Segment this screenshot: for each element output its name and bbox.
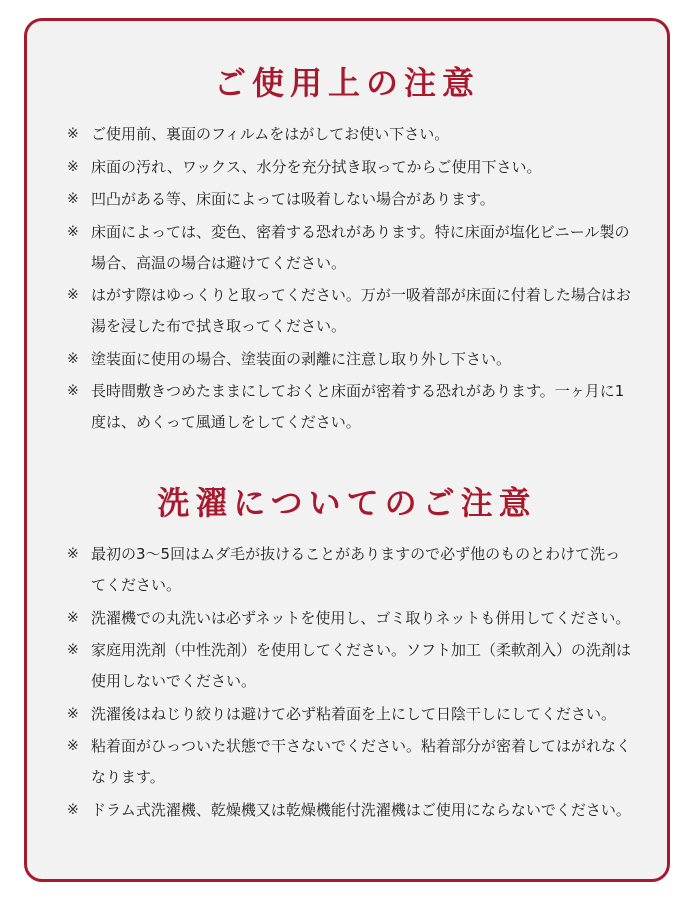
note-mark: ※ [67, 191, 79, 207]
washing-note-item [67, 539, 633, 601]
usage-note-item [67, 376, 633, 438]
usage-note-item [67, 152, 633, 183]
usage-note-item [67, 344, 633, 375]
washing-caution-list [27, 539, 667, 826]
usage-note-item [67, 280, 633, 342]
note-text: 洗濯後はねじり絞りは避けて必ず粘着面を上にして日陰干しにしてください。 [91, 704, 617, 723]
washing-note-item [67, 731, 633, 793]
note-mark: ※ [67, 705, 79, 722]
note-mark: ※ [67, 383, 79, 399]
usage-caution-heading: ご使用上の注意 [213, 64, 480, 102]
note-mark: ※ [67, 350, 79, 367]
note-text: ドラム式洗濯機、乾燥機又は乾燥機能付洗濯機はご使用にならないでください。 [91, 800, 631, 819]
note-mark: ※ [67, 223, 79, 240]
note-text: 床面によっては、変色、密着する恐れがあります。特に床面が塩化ビニール製の場合、高温の場合は避けてください。 [91, 222, 630, 272]
note-mark: ※ [67, 158, 79, 175]
washing-caution-heading: 洗濯についてのご注意 [157, 484, 537, 522]
washing-caution-section [27, 483, 667, 827]
note-mark: ※ [67, 642, 79, 658]
note-text: 粘着面がひっついた状態で干さないでください。粘着部分が密着してはがれなくなります。 [91, 737, 632, 786]
note-mark: ※ [67, 287, 79, 303]
usage-caution-list [27, 119, 667, 438]
usage-caution-section [27, 63, 667, 440]
note-text: 家庭用洗剤（中性洗剤）を使用してください。ソフト加工（柔軟剤入）の洗剤は使用しないでください。 [91, 641, 632, 690]
washing-note-item [67, 635, 633, 697]
note-text: 床面の汚れ、ワックス、水分を充分拭き取ってからご使用下さい。 [91, 157, 542, 176]
washing-note-item [67, 795, 633, 826]
note-text: 塗装面に使用の場合、塗装面の剥離に注意し取り外し下さい。 [91, 349, 512, 368]
note-mark: ※ [67, 546, 79, 562]
washing-note-item [67, 603, 633, 634]
caution-card [24, 18, 670, 882]
note-mark: ※ [67, 126, 79, 142]
note-text: 凹凸がある等、床面によっては吸着しない場合があります。 [91, 190, 495, 208]
note-mark: ※ [67, 738, 79, 754]
note-mark: ※ [67, 801, 79, 818]
note-text: 長時間敷きつめたままにしておくと床面が密着する恐れがあります。一ヶ月に1度は、めくって風通しをしてください。 [91, 382, 625, 431]
note-text: 洗濯機での丸洗いは必ずネットを使用し、ゴミ取りネットも併用してください。 [91, 608, 631, 627]
usage-note-item [67, 217, 633, 279]
usage-note-item [67, 119, 633, 150]
usage-note-item [67, 184, 633, 215]
note-text: 最初の3〜5回はムダ毛が抜けることがありますので必ず他のものとわけて洗ってください。 [91, 545, 621, 594]
note-text: ご使用前、裏面のフィルムをはがしてお使い下さい。 [91, 125, 450, 143]
note-mark: ※ [67, 609, 79, 626]
note-text: はがす際はゆっくりと取ってください。万が一吸着部が床面に付着した場合はお湯を浸した布で拭き取ってください。 [91, 286, 631, 335]
washing-note-item [67, 699, 633, 730]
